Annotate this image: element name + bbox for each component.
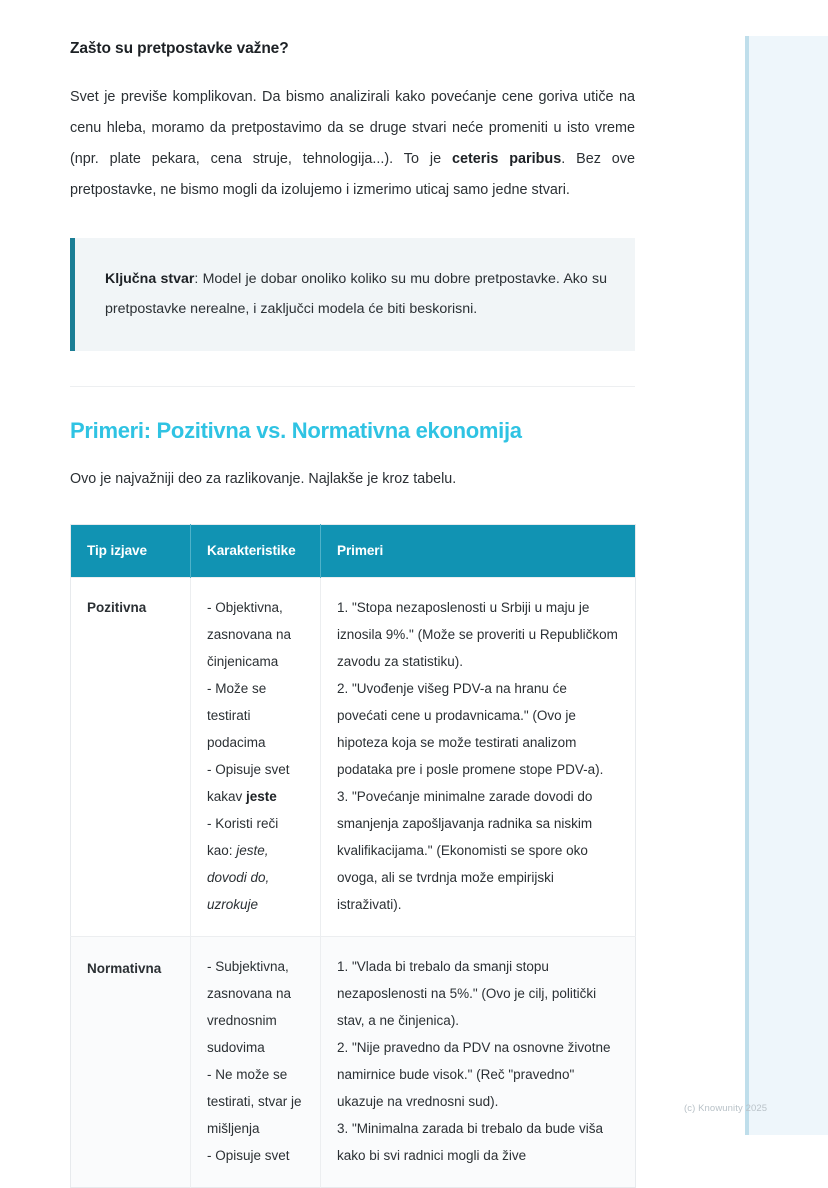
table-header-type: Tip izjave xyxy=(71,525,191,578)
row-characteristics-normative: - Subjektivna, zasnovana na vrednosnim sudovima - Ne može se testirati, stvar je mišljenja - Opisuje svet xyxy=(191,937,321,1188)
key-takeaway-callout xyxy=(70,238,635,351)
chars-bold: jeste xyxy=(246,789,277,805)
table-row xyxy=(71,937,636,1188)
chars-part2: - Koristi reči kao: xyxy=(207,816,279,859)
comparison-table xyxy=(70,524,636,1188)
callout-label: Ključna stvar xyxy=(105,270,195,287)
section-divider xyxy=(70,386,635,387)
row-type-positive: Pozitivna xyxy=(71,578,191,937)
ceteris-paribus-term: ceteris paribus xyxy=(451,150,562,167)
row-characteristics-positive xyxy=(191,578,321,937)
examples-lead-text: Ovo je najvažniji deo za razlikovanje. Najlakše je kroz tabelu. xyxy=(70,470,457,487)
callout-text: : Model je dobar onoliko koliko su mu dobre pretpostavke. Ako su pretpostavke nerealne, i zaključci modela će biti beskorisni. xyxy=(105,270,607,318)
examples-section-title: Primeri: Pozitivna vs. Normativna ekonomija xyxy=(70,417,522,443)
chars-italic: jeste, dovodi do, uzrokuje xyxy=(207,843,270,913)
row-examples-normative: 1. "Vlada bi trebalo da smanji stopu nezaposlenosti na 5%." (Ovo je cilj, politički stav, a ne činjenica). 2. "Nije pravedno da PDV na osnovne životne namirnice bude visok." (Reč "pravedno" ukazuje na vrednosni sud). 3. "Minimalna zarada bi trebalo da bude viša kako bi svi radnici mogli da žive xyxy=(321,937,636,1188)
page-title: Zašto su pretpostavke važne? xyxy=(70,40,289,57)
table-header-examples: Primeri xyxy=(321,525,636,578)
callout-paragraph xyxy=(105,264,607,325)
intro-text-part2: . Bez ove pretpostavke, ne bismo mogli da izolujemo i izmerimo uticaj samo jedne stvari. xyxy=(70,150,635,198)
intro-paragraph xyxy=(70,82,635,206)
right-side-panel xyxy=(745,36,828,1135)
row-examples-positive: 1. "Stopa nezaposlenosti u Srbiji u maju je iznosila 9%." (Može se proveriti u Republičkom zavodu za statistiku). 2. "Uvođenje višeg PDV-a na hranu će povećati cene u prodavnicama." (Ovo je hipoteza koja se može testirati analizom podataka pre i posle promene stope PDV-a). 3. "Povećanje minimalne zarade dovodi do smanjenja zapošljavanja radnika sa niskim kvalifikacijama." (Ekonomisti se spore oko ovoga, ali se tvrdnja može empirijski istraživati). xyxy=(321,578,636,937)
table-row xyxy=(71,578,636,937)
right-side-panel-edge xyxy=(745,36,749,1135)
row-type-normative: Normativna xyxy=(71,937,191,1188)
intro-text-part1: Svet je previše komplikovan. Da bismo analizirali kako povećanje cene goriva utiče na cenu hleba, moramo da pretpostavimo da se druge stvari neće promeniti u isto vreme (npr. plate pekara, cena struje, tehnologija...). To je xyxy=(70,89,635,167)
chars-part1: - Objektivna, zasnovana na činjenicama - Može se testirati podacima - Opisuje svet kakav xyxy=(207,600,292,805)
table-header-characteristics: Karakteristike xyxy=(191,525,321,578)
copyright-watermark: (c) Knowunity 2025 xyxy=(684,1103,768,1114)
table-header-row xyxy=(71,525,636,578)
